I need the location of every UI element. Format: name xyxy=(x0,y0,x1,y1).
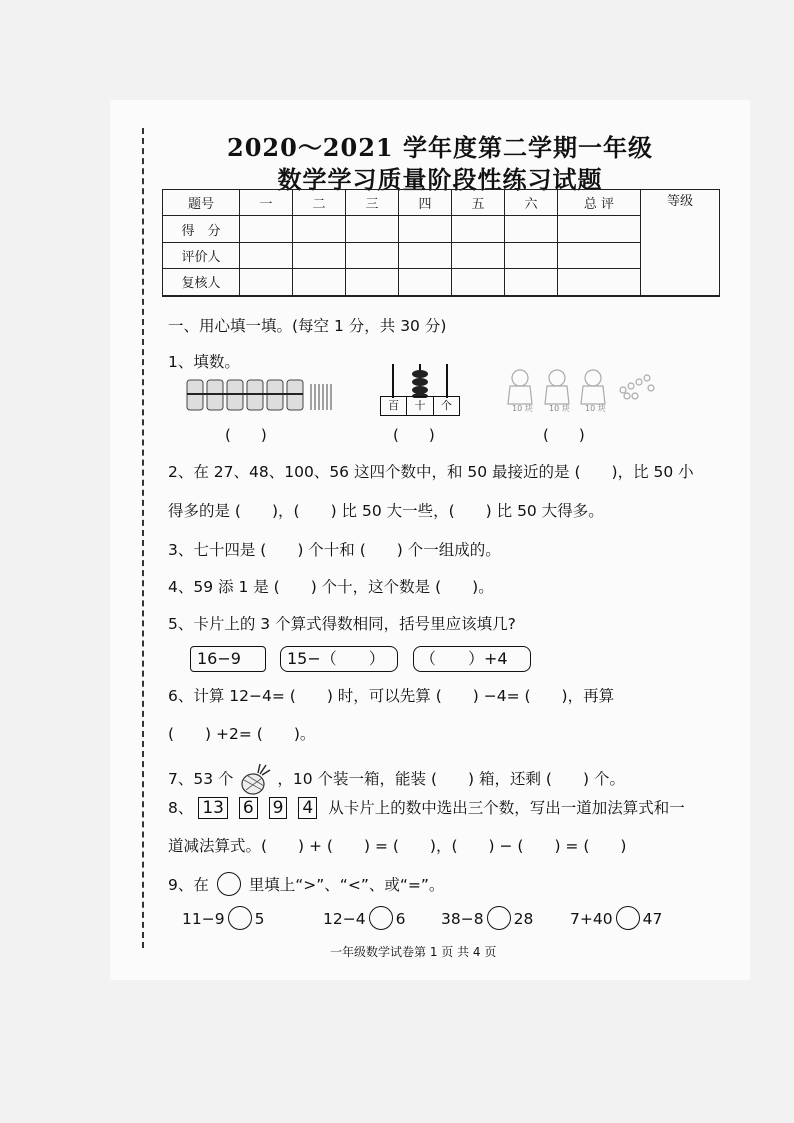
table-row xyxy=(163,295,720,296)
grade-cell: 等级 xyxy=(641,190,720,296)
score-cell xyxy=(452,269,505,295)
header-cell: 二 xyxy=(293,190,346,216)
score-cell xyxy=(399,242,452,268)
score-cell xyxy=(240,269,293,295)
abacus-rods xyxy=(380,362,460,398)
score-cell xyxy=(293,216,346,242)
q9-line xyxy=(168,872,444,896)
header-cell: 四 xyxy=(399,190,452,216)
header-cell: 六 xyxy=(505,190,558,216)
q6-line2: ( ) +2= ( )。 xyxy=(168,725,316,743)
number-card: 13 xyxy=(198,797,228,819)
q8-line1 xyxy=(168,796,685,819)
score-cell xyxy=(558,269,641,295)
compare-circle[interactable] xyxy=(369,906,393,930)
score-cell xyxy=(293,269,346,295)
compare-right: 5 xyxy=(254,910,265,928)
q7-suffix: ，10 个装一箱，能装 ( ) 箱，还剩 ( ) 个。 xyxy=(277,770,625,788)
q2-line1: 2、在 27、48、100、56 这四个数中，和 50 最接近的是 ( )，比 50 小 xyxy=(168,463,694,481)
answer-blank[interactable]: ( ) xyxy=(225,426,267,444)
score-cell xyxy=(452,242,505,268)
compare-left: 11−9 xyxy=(182,910,225,928)
score-cell xyxy=(346,242,399,268)
score-table-header xyxy=(163,190,720,216)
header-cell: 一 xyxy=(240,190,293,216)
compare-right: 6 xyxy=(395,910,406,928)
compare-circle[interactable] xyxy=(616,906,640,930)
table-row xyxy=(163,269,720,295)
score-cell xyxy=(558,216,641,242)
stick-bundles-illustration xyxy=(185,376,345,414)
score-cell xyxy=(399,295,452,296)
score-cell xyxy=(399,216,452,242)
abacus-base xyxy=(380,396,460,416)
compare-item xyxy=(323,906,405,930)
number-card: 6 xyxy=(239,797,258,819)
abacus-label-ones: 个 xyxy=(434,396,460,416)
compare-item xyxy=(182,906,264,930)
header-cell: 总 评 xyxy=(558,190,641,216)
score-cell xyxy=(452,216,505,242)
q8-line2: 道减法算式。( ) + ( ) = ( )，( ) − ( ) = ( ) xyxy=(168,837,627,855)
compare-left: 38−8 xyxy=(441,910,484,928)
pineapple-icon xyxy=(238,762,272,796)
score-cell xyxy=(240,242,293,268)
q9-suffix: 里填上“>”、“<”、或“=”。 xyxy=(248,876,445,894)
answer-blank[interactable]: ( ) xyxy=(543,426,585,444)
score-cell xyxy=(558,242,641,268)
equation-card: （ ）+4 xyxy=(413,646,531,672)
score-cell xyxy=(558,295,641,296)
q7-line xyxy=(168,762,625,796)
compare-item xyxy=(570,906,662,930)
q8-prefix: 8、 xyxy=(168,799,194,817)
bag-label: 10 块 xyxy=(585,404,606,413)
compare-right: 28 xyxy=(513,910,534,928)
table-row xyxy=(163,216,720,242)
abacus-label-tens: 十 xyxy=(407,396,433,416)
score-cell xyxy=(505,242,558,268)
score-table xyxy=(162,189,720,297)
row-label: 得 分 xyxy=(163,216,240,242)
score-cell xyxy=(505,295,558,296)
header-cell: 题号 xyxy=(163,190,240,216)
score-cell xyxy=(293,295,346,296)
compare-circle[interactable] xyxy=(487,906,511,930)
row-label xyxy=(163,295,240,296)
q1-label: 1、填数。 xyxy=(168,353,240,371)
score-cell xyxy=(346,295,399,296)
q2-line2: 得多的是 ( )，( ) 比 50 大一些，( ) 比 50 大得多。 xyxy=(168,502,604,520)
compare-right: 47 xyxy=(642,910,663,928)
compare-circle[interactable] xyxy=(228,906,252,930)
binding-dashed-line xyxy=(142,128,144,948)
bag-label: 10 块 xyxy=(549,404,570,413)
circle-icon xyxy=(217,872,241,896)
score-cell xyxy=(293,242,346,268)
score-cell xyxy=(240,216,293,242)
q8-instruction: 从卡片上的数中选出三个数，写出一道加法算式和一 xyxy=(328,799,685,817)
header-cell: 三 xyxy=(346,190,399,216)
number-card: 4 xyxy=(298,797,317,819)
score-cell xyxy=(452,295,505,296)
score-cell xyxy=(240,295,293,296)
abacus-label-hundreds: 百 xyxy=(380,396,407,416)
section-heading: 一、用心填一填。(每空 1 分，共 30 分) xyxy=(168,317,447,335)
q3-text: 3、七十四是 ( ) 个十和 ( ) 个一组成的。 xyxy=(168,541,501,559)
q6-line1: 6、计算 12−4= ( ) 时，可以先算 ( ) −4= ( )，再算 xyxy=(168,687,615,705)
score-cell xyxy=(346,216,399,242)
q7-prefix: 7、53 个 xyxy=(168,770,234,788)
bag-label: 10 块 xyxy=(512,404,533,413)
equation-card: 16−9 xyxy=(190,646,266,672)
table-row xyxy=(163,242,720,268)
abacus-illustration xyxy=(380,362,460,418)
exam-title-line2: 数学学习质量阶段性练习试题 xyxy=(277,165,603,194)
score-cell xyxy=(505,216,558,242)
compare-left: 12−4 xyxy=(323,910,366,928)
q4-text: 4、59 添 1 是 ( ) 个十，这个数是 ( )。 xyxy=(168,578,494,596)
exam-title-line1: 2020～2021 学年度第二学期一年级 xyxy=(227,133,653,162)
page-footer: 一年级数学试卷第 1 页 共 4 页 xyxy=(330,945,497,959)
row-label: 复核人 xyxy=(163,269,240,295)
score-cell xyxy=(505,269,558,295)
number-card: 9 xyxy=(269,797,288,819)
compare-item xyxy=(441,906,533,930)
q9-prefix: 9、在 xyxy=(168,876,209,894)
compare-left: 7+40 xyxy=(570,910,613,928)
header-cell: 五 xyxy=(452,190,505,216)
score-cell xyxy=(641,295,720,296)
score-cell xyxy=(346,269,399,295)
answer-blank[interactable]: ( ) xyxy=(393,426,435,444)
q5-text: 5、卡片上的 3 个算式得数相同，括号里应该填几? xyxy=(168,615,516,633)
equation-card: 15−（ ） xyxy=(280,646,398,672)
score-cell xyxy=(399,269,452,295)
row-label: 评价人 xyxy=(163,242,240,268)
